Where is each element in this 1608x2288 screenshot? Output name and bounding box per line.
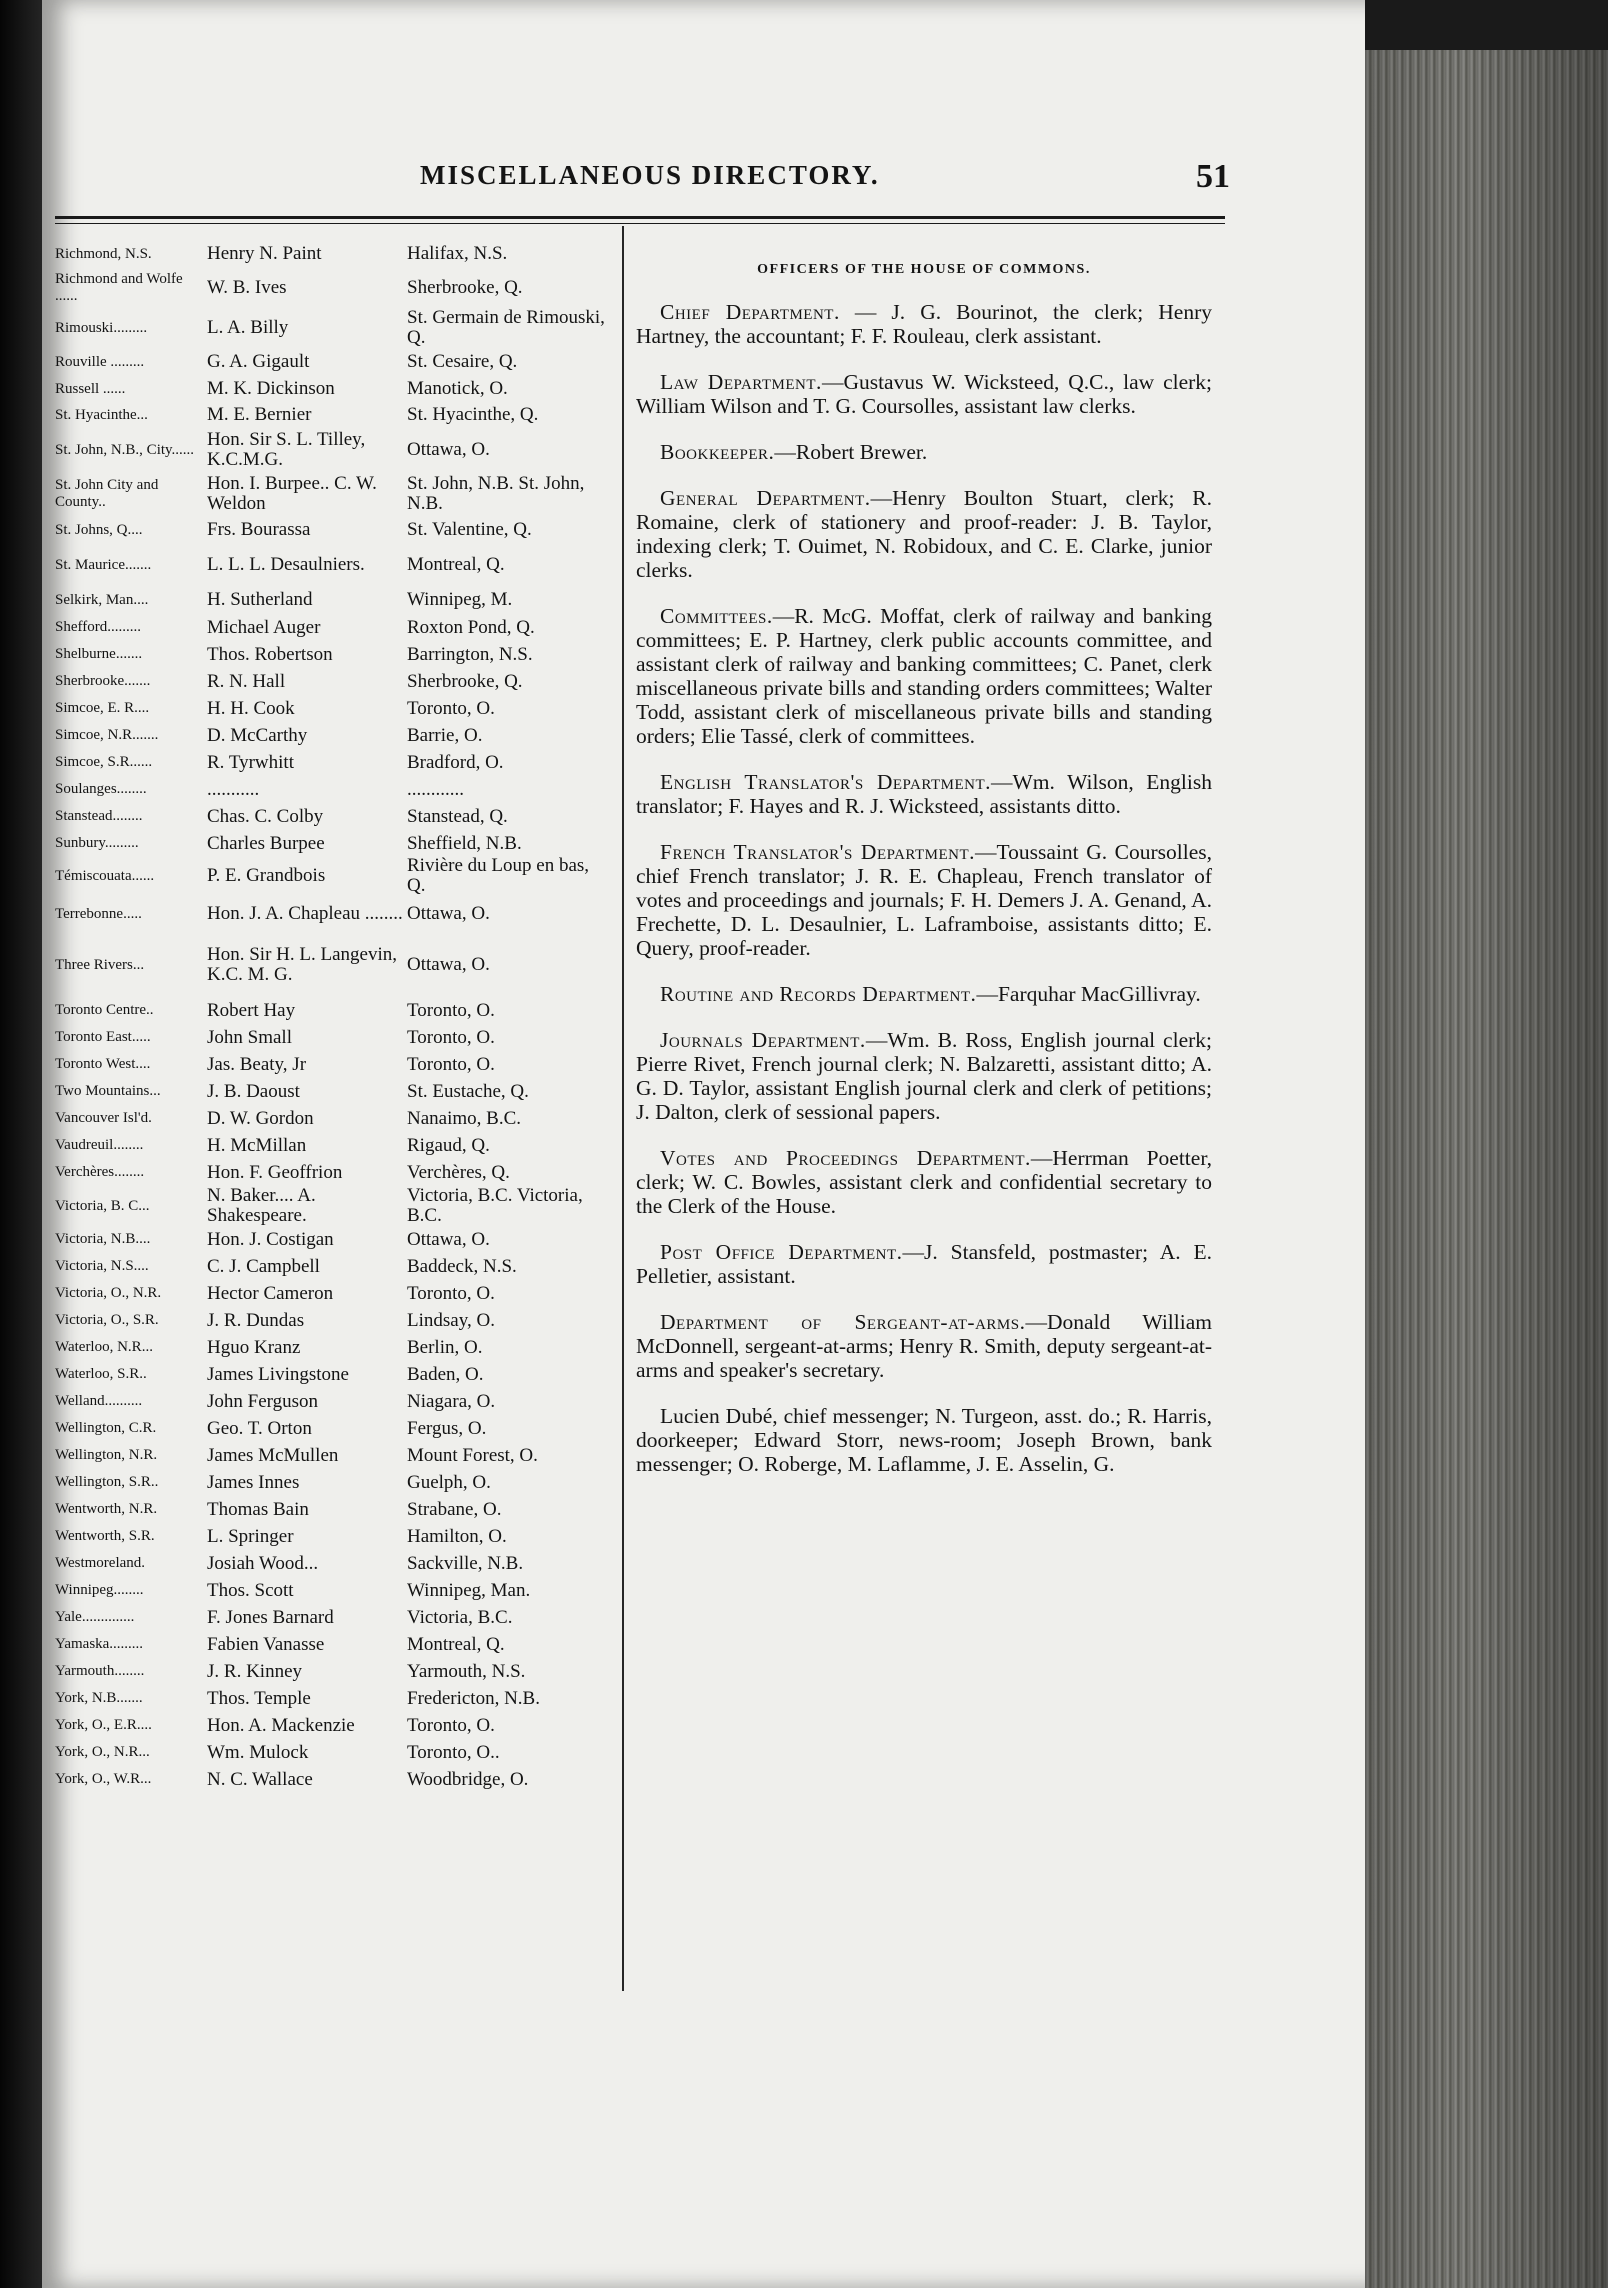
constituency: Victoria, N.S.... (55, 1258, 149, 1274)
post-office: Mount Forest, O. (407, 1445, 538, 1466)
directory-row (55, 268, 615, 308)
constituency: Rouville ......... (55, 353, 145, 370)
member-name: Wm. Mulock (207, 1742, 309, 1763)
department-text: —Wm. Wilson, English translator; F. Hayes and R. J. Wicksteed, assistants ditto. (636, 770, 1212, 818)
officers-paragraph (636, 1240, 1212, 1288)
constituency: Wentworth, N.R. (55, 1501, 158, 1517)
member-name: Thos. Robertson (207, 644, 333, 665)
officers-paragraph (636, 440, 1212, 464)
officers-paragraph (636, 486, 1212, 582)
constituency: Vancouver Isl'd. (55, 1110, 152, 1126)
member-name: Hon. A. Mackenzie (207, 1715, 355, 1736)
constituency: Simcoe, S.R...... (55, 754, 153, 770)
post-office: Barrington, N.S. (407, 644, 533, 665)
department-heading: Bookkeeper. (660, 440, 775, 464)
header-rule-thin (55, 223, 1225, 224)
department-text: —Herrman Poetter, clerk; W. C. Bowles, assistant clerk and confidential secretary to the Clerk of the House. (636, 1146, 1212, 1218)
constituency: Wentworth, S.R. (55, 1528, 155, 1544)
constituency: Three Rivers... (55, 956, 145, 973)
constituency: St. Hyacinthe... (55, 406, 148, 423)
constituency: Victoria, N.B.... (55, 1231, 151, 1247)
post-office: Baddeck, N.S. (407, 1256, 517, 1277)
constituency: York, O., W.R... (55, 1771, 152, 1787)
officers-title: OFFICERS OF THE HOUSE OF COMMONS. (757, 262, 1091, 277)
member-name: J. R. Kinney (207, 1661, 302, 1682)
department-text: —Wm. B. Ross, English journal clerk; Pierre Rivet, French journal clerk; N. Balzaretti, assistant ditto; A. G. D. Taylor, assistant English journal clerk and clerk of petitions; J. Dalton, clerk of sessional papers. (636, 1028, 1212, 1124)
constituency: Winnipeg........ (55, 1582, 144, 1598)
directory-row (55, 544, 615, 586)
directory-row (55, 1496, 615, 1523)
post-office: Toronto, O. (407, 1054, 495, 1075)
directory-row (55, 308, 615, 348)
directory-row (55, 1051, 615, 1078)
member-name: Henry N. Paint (207, 244, 322, 264)
constituency: York, N.B....... (55, 1690, 143, 1706)
constituency: Vaudreuil........ (55, 1137, 144, 1153)
department-heading: Journals Department. (660, 1028, 866, 1052)
directory-row (55, 516, 615, 544)
department-text: —Donald William McDonnell, sergeant-at-arms; Henry R. Smith, deputy sergeant-at-arms and speaker's secretary. (636, 1310, 1212, 1382)
constituency: Waterloo, N.R... (55, 1339, 153, 1355)
constituency: Terrebonne..... (55, 905, 142, 922)
member-name: Hon. F. Geoffrion (207, 1162, 343, 1183)
post-office: Ottawa, O. (407, 904, 490, 924)
member-name: Hector Cameron (207, 1283, 334, 1304)
constituency: Yale.............. (55, 1609, 135, 1625)
constituency: Victoria, O., S.R. (55, 1312, 159, 1328)
directory-row (55, 1550, 615, 1577)
post-office: Rigaud, Q. (407, 1135, 490, 1156)
constituency: Waterloo, S.R.. (55, 1366, 147, 1382)
post-office: Rivière du Loup en bas, Q. (407, 856, 590, 896)
constituency: Soulanges........ (55, 781, 147, 797)
officers-paragraph (636, 840, 1212, 960)
directory-row (55, 586, 615, 614)
directory-row (55, 1658, 615, 1685)
post-office: St. Eustache, Q. (407, 1081, 529, 1102)
directory-row (55, 240, 615, 268)
member-name: Hon. Sir S. L. Tilley, K.C.M.G. (207, 430, 366, 470)
post-office: Woodbridge, O. (407, 1769, 529, 1790)
post-office: Toronto, O. (407, 1000, 495, 1021)
member-name: James Livingstone (207, 1364, 349, 1385)
directory-row (55, 1024, 615, 1051)
column-divider (622, 226, 624, 1991)
post-office: Toronto, O. (407, 698, 495, 719)
member-name: N. Baker.... A. Shakespeare. (207, 1186, 316, 1226)
directory-row (55, 895, 615, 933)
member-name: D. McCarthy (207, 725, 308, 746)
constituency: Welland.......... (55, 1393, 143, 1409)
member-name: R. Tyrwhitt (207, 752, 294, 773)
post-office: Ottawa, O. (407, 1229, 490, 1250)
post-office: Victoria, B.C. (407, 1607, 513, 1628)
directory-row (55, 1469, 615, 1496)
directory-row (55, 428, 615, 472)
constituency: Yamaska......... (55, 1636, 144, 1652)
constituency: Westmoreland. (55, 1555, 146, 1571)
post-office: ............ (407, 779, 464, 800)
directory-row (55, 472, 615, 516)
post-office: Fergus, O. (407, 1418, 487, 1439)
constituency: Wellington, S.R.. (55, 1474, 159, 1490)
constituency: Sunbury......... (55, 835, 139, 851)
member-name: D. W. Gordon (207, 1108, 314, 1129)
member-name: F. Jones Barnard (207, 1607, 334, 1628)
officers-paragraph (636, 370, 1212, 418)
department-heading: Votes and Proceedings Department. (660, 1146, 1031, 1170)
post-office: Toronto, O.. (407, 1742, 500, 1763)
directory-row (55, 1280, 615, 1307)
constituency: Simcoe, N.R....... (55, 727, 159, 743)
member-name: Hon. Sir H. L. Langevin, K.C. M. G. (207, 945, 397, 985)
post-office: Sherbrooke, Q. (407, 671, 523, 692)
constituency: Toronto East..... (55, 1029, 151, 1045)
member-name: N. C. Wallace (207, 1769, 313, 1790)
member-name: James McMullen (207, 1445, 339, 1466)
member-name: Geo. T. Orton (207, 1418, 312, 1439)
directory-row (55, 695, 615, 722)
post-office: St. John, N.B. St. John, N.B. (407, 474, 585, 514)
officers-paragraph (636, 1310, 1212, 1382)
post-office: Niagara, O. (407, 1391, 496, 1412)
constituency: Sherbrooke....... (55, 673, 151, 689)
post-office: Montreal, Q. (407, 555, 505, 575)
officers-paragraph (636, 300, 1212, 348)
constituency: Verchères........ (55, 1164, 145, 1180)
department-text: —J. Stansfeld, postmaster; A. E. Pelletier, assistant. (636, 1240, 1213, 1288)
directory-row (55, 348, 615, 376)
officers-paragraphs (636, 300, 1212, 1476)
member-name: John Ferguson (207, 1391, 319, 1412)
directory-row (55, 1253, 615, 1280)
directory-row (55, 1415, 615, 1442)
post-office: Strabane, O. (407, 1499, 502, 1520)
post-office: Fredericton, N.B. (407, 1688, 540, 1709)
constituency: Toronto Centre.. (55, 1002, 154, 1018)
member-name: John Small (207, 1027, 292, 1048)
page-number: 51 (1196, 158, 1230, 195)
constituency: Richmond and Wolfe ...... (55, 271, 183, 304)
post-office: Ottawa, O. (407, 440, 490, 460)
directory-row (55, 1712, 615, 1739)
post-office: Stanstead, Q. (407, 806, 508, 827)
post-office: Lindsay, O. (407, 1310, 495, 1331)
member-name: M. K. Dickinson (207, 379, 335, 399)
directory-row (55, 1361, 615, 1388)
department-heading: Law Department. (660, 370, 822, 394)
department-text: —Toussaint G. Coursolles, chief French translator; J. R. E. Chapleau, French translator of votes and proceedings and journals; F. H. Demers J. A. Genand, A. Frechette, D. L. Desaulnier, L. Laframboise, assistants ditto; E. Query, proof-reader. (636, 840, 1212, 960)
directory-row (55, 614, 615, 641)
post-office: Sackville, N.B. (407, 1553, 524, 1574)
directory-row (55, 1132, 615, 1159)
post-office: Guelph, O. (407, 1472, 491, 1493)
member-name: H. Sutherland (207, 590, 313, 610)
directory-row (55, 1631, 615, 1658)
constituency: Wellington, N.R. (55, 1447, 158, 1463)
post-office: Toronto, O. (407, 1027, 495, 1048)
member-name: Thos. Scott (207, 1580, 294, 1601)
member-name: L. L. L. Desaulniers. (207, 555, 365, 575)
member-name: Hon. J. A. Chapleau ........ (207, 904, 403, 924)
directory-row (55, 1523, 615, 1550)
member-name: Josiah Wood... (207, 1553, 319, 1574)
directory-row (55, 1105, 615, 1132)
department-heading: English Translator's Department. (660, 770, 991, 794)
member-name: Fabien Vanasse (207, 1634, 325, 1655)
constituency: Victoria, B. C... (55, 1197, 150, 1214)
constituency: York, O., N.R... (55, 1744, 150, 1760)
officers-paragraph (636, 982, 1212, 1006)
page-header (60, 160, 1230, 200)
post-office: Halifax, N.S. (407, 244, 508, 264)
officers-paragraph (636, 1028, 1212, 1124)
post-office: St. Germain de Rimouski, Q. (407, 308, 605, 348)
post-office: Yarmouth, N.S. (407, 1661, 526, 1682)
directory-row (55, 1388, 615, 1415)
department-text: —Farquhar MacGillivray. (976, 982, 1201, 1006)
post-office: Bradford, O. (407, 752, 504, 773)
department-text: Lucien Dubé, chief messenger; N. Turgeon, asst. do.; R. Harris, doorkeeper; Edward Storr, news-room; Joseph Brown, bank messenger; O. Roberge, M. Laflamme, J. E. Asselin, G. (636, 1404, 1212, 1476)
department-heading: Post Office Department. (660, 1240, 903, 1264)
officers-section (636, 258, 1212, 1498)
department-heading: Chief Department. (660, 300, 840, 324)
member-name: C. J. Campbell (207, 1256, 320, 1277)
member-name: G. A. Gigault (207, 352, 310, 372)
constituency: St. John, N.B., City...... (55, 441, 195, 458)
department-heading: Committees. (660, 604, 773, 628)
constituency: Richmond, N.S. (55, 245, 152, 262)
constituency: Selkirk, Man.... (55, 591, 149, 608)
member-name: H. McMillan (207, 1135, 307, 1156)
post-office: Verchères, Q. (407, 1162, 510, 1183)
department-heading: General Department. (660, 486, 871, 510)
directory-row (55, 997, 615, 1024)
post-office: Berlin, O. (407, 1337, 483, 1358)
post-office: Montreal, Q. (407, 1634, 505, 1655)
directory-row (55, 776, 615, 803)
member-name: Hon. I. Burpee.. C. W. Weldon (207, 474, 377, 514)
post-office: Toronto, O. (407, 1715, 495, 1736)
department-text: — J. G. Bourinot, the clerk; Henry Hartney, the accountant; F. F. Rouleau, clerk assistant. (636, 300, 1213, 348)
post-office: Winnipeg, M. (407, 590, 513, 610)
post-office: Winnipeg, Man. (407, 1580, 531, 1601)
post-office: Baden, O. (407, 1364, 484, 1385)
department-text: —Gustavus W. Wicksteed, Q.C., law clerk; William Wilson and T. G. Coursolles, assistant law clerks. (636, 370, 1213, 418)
constituency: St. Johns, Q.... (55, 521, 143, 538)
member-name: L. Springer (207, 1526, 294, 1547)
constituency: Rimouski......... (55, 319, 148, 336)
department-heading: French Translator's Department. (660, 840, 976, 864)
constituency: Victoria, O., N.R. (55, 1285, 162, 1301)
constituency: Toronto West.... (55, 1056, 151, 1072)
directory-row (55, 641, 615, 668)
officers-paragraph (636, 1146, 1212, 1218)
running-title: MISCELLANEOUS DIRECTORY. (420, 160, 880, 190)
directory-row (55, 1159, 615, 1186)
constituency: Stanstead........ (55, 808, 143, 824)
department-heading: Department of Sergeant-at-arms. (660, 1310, 1026, 1334)
post-office: Sherbrooke, Q. (407, 278, 523, 298)
directory-row (55, 1442, 615, 1469)
officers-paragraph (636, 604, 1212, 748)
directory-row (55, 803, 615, 830)
member-name: ........... (207, 779, 260, 800)
department-text: —Robert Brewer. (774, 440, 928, 464)
post-office: Victoria, B.C. Victoria, B.C. (407, 1186, 583, 1226)
directory-row (55, 376, 615, 402)
directory-row (55, 1577, 615, 1604)
directory-row (55, 1766, 615, 1793)
constituency: Two Mountains... (55, 1083, 161, 1099)
post-office: St. Cesaire, Q. (407, 352, 518, 372)
member-name: Jas. Beaty, Jr (207, 1054, 307, 1075)
member-name: Charles Burpee (207, 833, 325, 854)
directory-row (55, 1078, 615, 1105)
directory-row (55, 1226, 615, 1253)
post-office: St. Valentine, Q. (407, 520, 532, 540)
constituency: Russell ...... (55, 380, 126, 397)
header-rule (55, 216, 1225, 219)
post-office: Ottawa, O. (407, 955, 490, 975)
constituency: York, O., E.R.... (55, 1717, 152, 1733)
member-name: Chas. C. Colby (207, 806, 324, 827)
directory-row (55, 749, 615, 776)
post-office: Toronto, O. (407, 1283, 495, 1304)
directory-row (55, 1604, 615, 1631)
member-name: P. E. Grandbois (207, 866, 326, 886)
constituency: Yarmouth........ (55, 1663, 145, 1679)
constituency: Simcoe, E. R.... (55, 700, 150, 716)
directory-row (55, 668, 615, 695)
post-office: Sheffield, N.B. (407, 833, 522, 854)
member-name: H. H. Cook (207, 698, 295, 719)
directory-row (55, 722, 615, 749)
member-name: Michael Auger (207, 617, 321, 638)
directory-row (55, 402, 615, 428)
department-text: —Henry Boulton Stuart, clerk; R. Romaine, clerk of stationery and proof-reader: J. B. Taylor, indexing clerk; T. Ouimet, N. Robidoux, and C. E. Clarke, junior clerks. (636, 486, 1213, 582)
post-office: Barrie, O. (407, 725, 483, 746)
member-name: R. N. Hall (207, 671, 286, 692)
officers-paragraph (636, 1404, 1212, 1476)
member-name: Thos. Temple (207, 1688, 311, 1709)
department-text: —R. McG. Moffat, clerk of railway and banking committees; E. P. Hartney, clerk public accounts committee, and assistant clerk of railway and banking committees; C. Panet, clerk miscellaneous private bills and standing orders committees; Walter Todd, assistant clerk of miscellaneous private bills and standing orders; Elie Tassé, clerk of committees. (636, 604, 1212, 748)
constituency: St. John City and County.. (55, 477, 159, 510)
directory-row (55, 933, 615, 997)
department-heading: Routine and Records Department. (660, 982, 977, 1006)
member-name: Robert Hay (207, 1000, 296, 1021)
post-office: Manotick, O. (407, 379, 508, 399)
member-name: James Innes (207, 1472, 300, 1493)
member-name: Frs. Bourassa (207, 520, 311, 540)
directory-row (55, 1739, 615, 1766)
member-name: Hguo Kranz (207, 1337, 301, 1358)
directory-row (55, 1334, 615, 1361)
member-name: L. A. Billy (207, 318, 289, 338)
post-office: Hamilton, O. (407, 1526, 507, 1547)
post-office: Nanaimo, B.C. (407, 1108, 521, 1129)
constituency: St. Maurice....... (55, 556, 152, 573)
directory-row (55, 830, 615, 857)
post-office: Roxton Pond, Q. (407, 617, 535, 638)
constituency: Shelburne....... (55, 646, 143, 662)
directory-row (55, 1307, 615, 1334)
directory-row (55, 1186, 615, 1226)
post-office: St. Hyacinthe, Q. (407, 405, 539, 425)
member-name: M. E. Bernier (207, 405, 312, 425)
directory-row (55, 857, 615, 895)
constituency-list (55, 240, 615, 1793)
directory-row (55, 1685, 615, 1712)
constituency: Wellington, C.R. (55, 1420, 157, 1436)
member-name: J. R. Dundas (207, 1310, 305, 1331)
book-fore-edge (1365, 50, 1608, 2288)
officers-paragraph (636, 770, 1212, 818)
member-name: Hon. J. Costigan (207, 1229, 334, 1250)
constituency: Shefford......... (55, 619, 141, 635)
member-name: W. B. Ives (207, 278, 287, 298)
member-name: Thomas Bain (207, 1499, 309, 1520)
member-name: J. B. Daoust (207, 1081, 300, 1102)
constituency: Témiscouata...... (55, 867, 155, 884)
